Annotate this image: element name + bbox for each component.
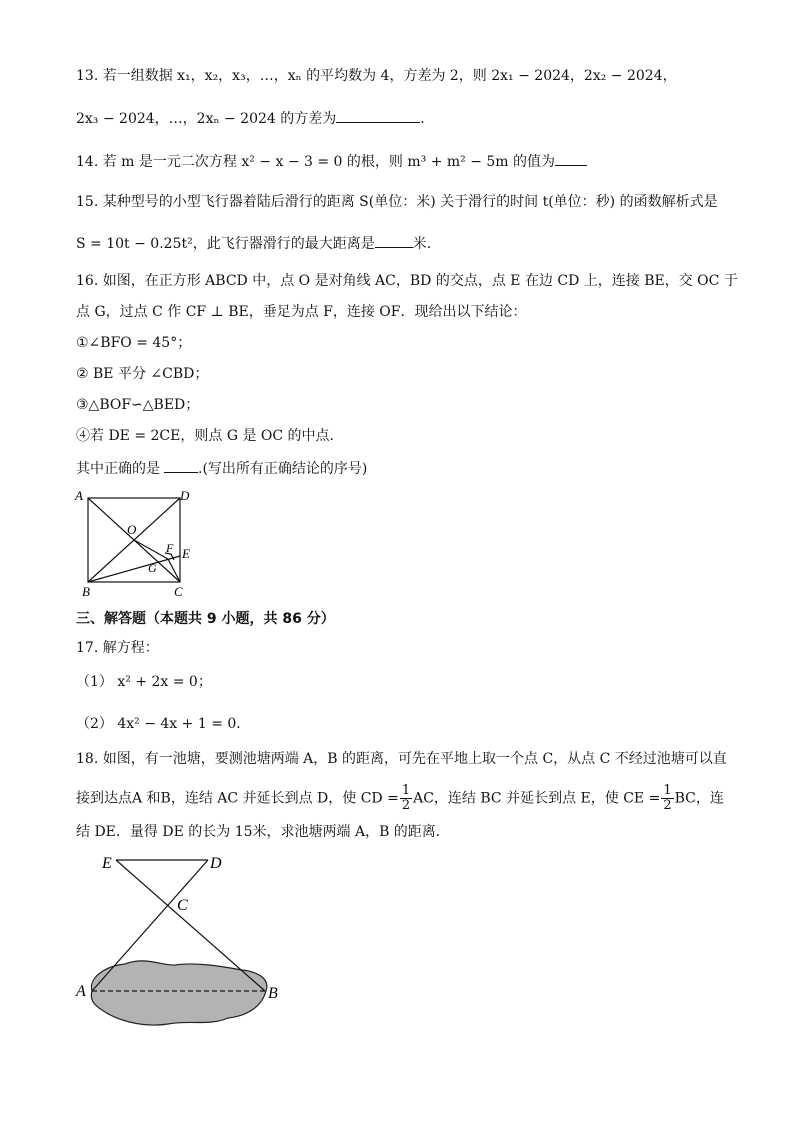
q16-label-F: F	[166, 541, 174, 555]
q15-line1: 15. 某种型号的小型飞行器着陆后滑行的距离 S(单位：米) 关于滑行的时间 t(单位：秒) 的函数解析式是	[76, 194, 718, 210]
q18-frac2-num: 1	[663, 783, 672, 798]
q18-frac1-den: 2	[401, 798, 411, 813]
q17-part1: （1） x² + 2x = 0；	[76, 674, 212, 690]
q16-conclusion-2: ② BE 平分 ∠CBD；	[76, 366, 209, 382]
q15-line2	[76, 233, 431, 254]
q16-label-B: B	[82, 584, 90, 599]
q16-square-figure	[70, 486, 200, 601]
q14-answer-blank	[555, 151, 587, 166]
q18-pond-figure	[70, 848, 290, 1038]
q13-line2-text: 2x₃ − 2024，…，2xₙ − 2024 的方差为	[76, 111, 337, 127]
q16-ask-end: .(写出所有正确结论的序号)	[198, 461, 368, 477]
q13-line1: 13. 若一组数据 x₁，x₂，x₃，…，xₙ 的平均数为 4，方差为 2，则 2x₁ − 2024，2x₂ − 2024，	[76, 68, 677, 84]
q18-line3: 结 DE．量得 DE 的长为 15米，求池塘两端 A，B 的距离．	[76, 824, 450, 840]
q14-line	[76, 151, 587, 172]
q16-answer-blank	[164, 458, 198, 473]
q17-part2: （2） 4x² − 4x + 1 = 0．	[76, 716, 251, 732]
q16-conclusion-3: ③△BOF∽△BED；	[76, 397, 200, 413]
q18-label-B: B	[268, 985, 278, 1002]
q18-line2-a: 接到达点A 和B，连结 AC 并延长到点 D，使 CD =	[76, 790, 399, 807]
q16-line2: 点 G，过点 C 作 CF ⊥ BE，垂足为点 F，连接 OF．现给出以下结论：	[76, 304, 527, 320]
q16-conclusion-4: ④若 DE = 2CE，则点 G 是 OC 的中点.	[76, 428, 334, 444]
q16-ask-start: 其中正确的是	[76, 461, 160, 477]
q13-line2-end: .	[420, 111, 425, 127]
q16-label-C: C	[174, 584, 183, 599]
q16-label-G: G	[148, 561, 157, 575]
q16-label-O: O	[127, 522, 137, 537]
q18-frac1-num: 1	[401, 783, 411, 798]
q17-title: 17. 解方程：	[76, 640, 159, 656]
q15-line2-start: S = 10t − 0.25t²，此飞行器滑行的最大距离是	[76, 236, 375, 252]
section-3-heading: 三、解答题（本题共 9 小题，共 86 分）	[76, 611, 335, 627]
q16-ask	[76, 458, 367, 479]
q14-text: 14. 若 m 是一元二次方程 x² − x − 3 = 0 的根，则 m³ + m² − 5m 的值为	[76, 154, 556, 170]
q18-fraction-1	[400, 784, 412, 813]
q18-line2-c: BC，连	[674, 790, 724, 807]
q18-label-C: C	[177, 897, 188, 914]
q18-frac2-den: 2	[663, 798, 672, 813]
q15-line2-end: 米.	[412, 236, 432, 252]
q18-line2-b: AC，连结 BC 并延长到点 E，使 CE =	[413, 790, 661, 807]
q16-line1: 16. 如图，在正方形 ABCD 中，点 O 是对角线 AC，BD 的交点，点 E 在边 CD 上，连接 BE，交 OC 于	[76, 273, 738, 289]
q18-label-A: A	[76, 983, 86, 1000]
q16-label-A: A	[75, 488, 83, 503]
q18-line1: 18. 如图，有一池塘，要测池塘两端 A，B 的距离，可先在平地上取一个点 C，从点 C 不经过池塘可以直	[76, 751, 727, 767]
q15-answer-blank	[375, 233, 413, 248]
q18-line2	[76, 784, 724, 813]
q18-fraction-2	[661, 784, 673, 813]
q13-line2	[76, 108, 425, 129]
q18-label-D: D	[210, 855, 222, 872]
q16-label-D: D	[180, 488, 190, 503]
q13-answer-blank	[336, 108, 420, 123]
q18-label-E: E	[102, 855, 112, 872]
q16-conclusion-1: ①∠BFO = 45°；	[76, 335, 192, 351]
q16-label-E: E	[182, 546, 190, 561]
pond-shape	[91, 961, 267, 1025]
